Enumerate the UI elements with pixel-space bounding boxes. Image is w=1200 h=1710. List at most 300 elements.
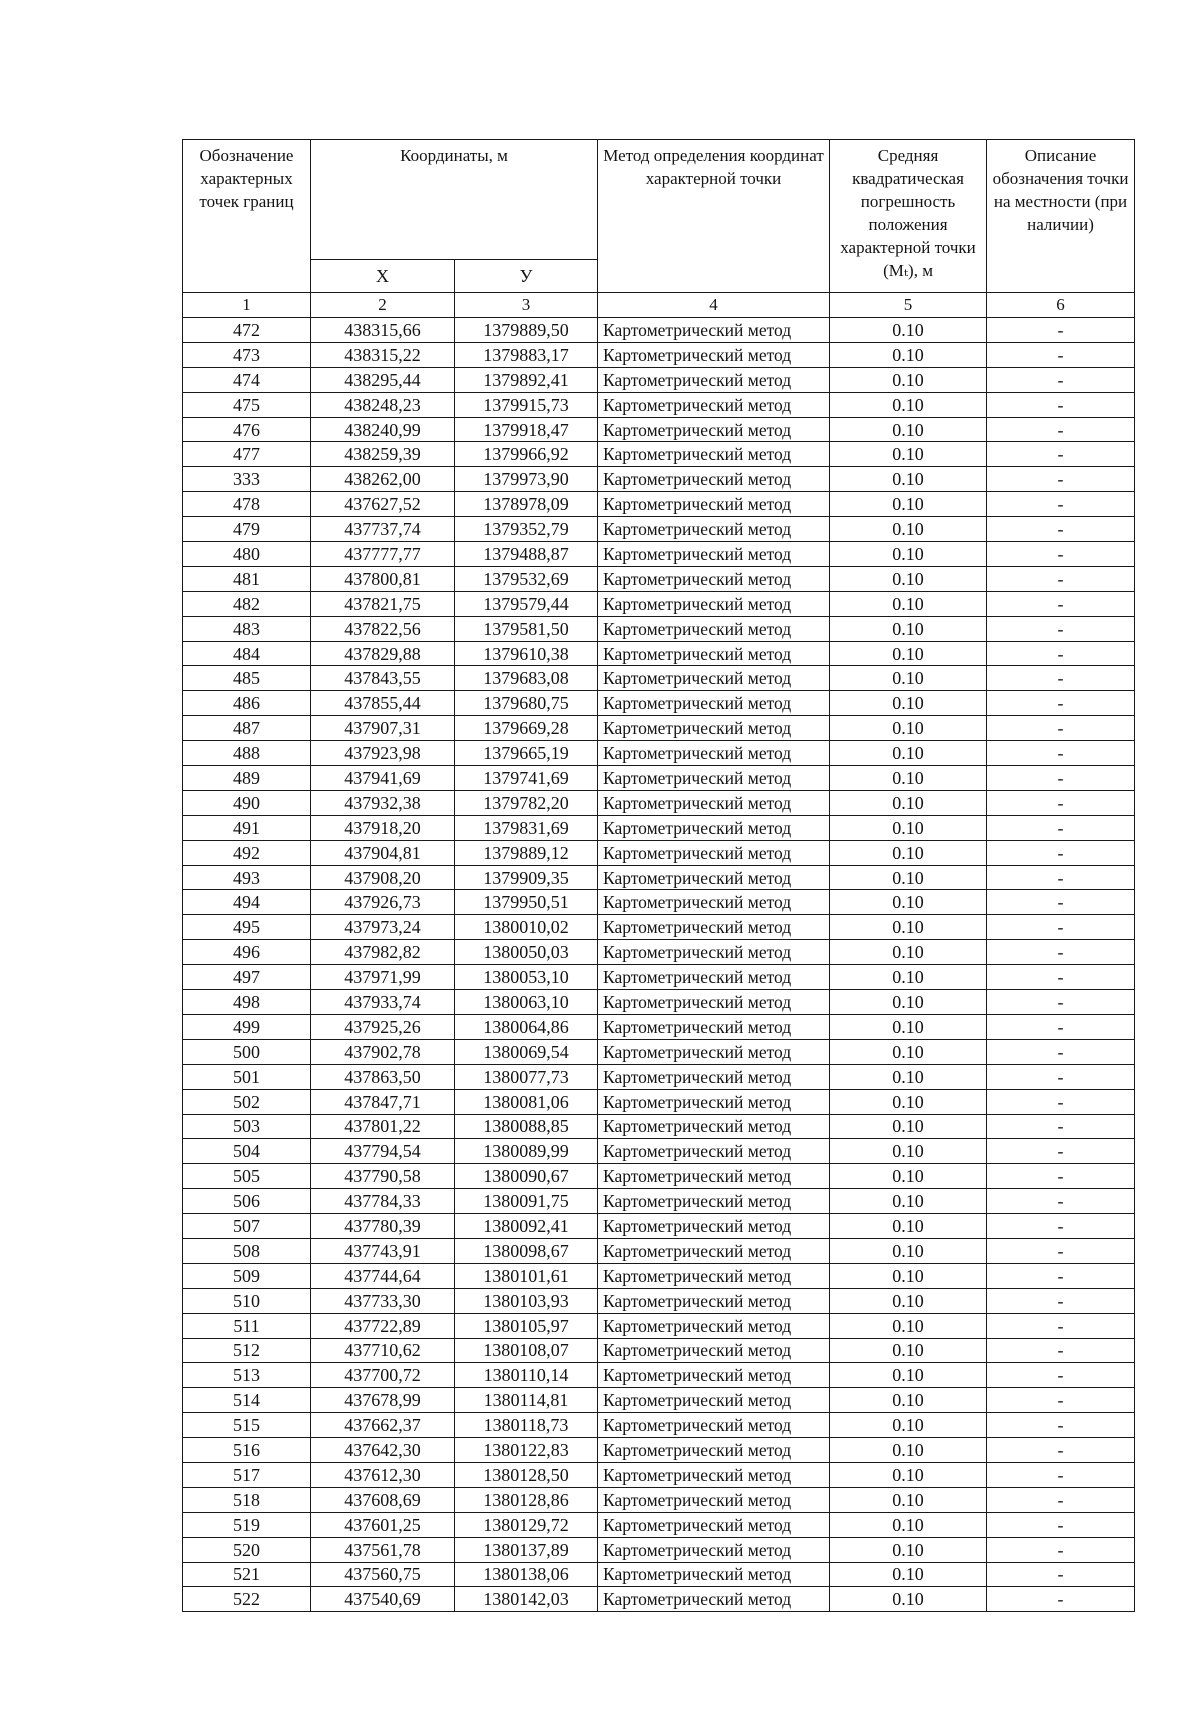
x-coordinate-cell: 437700,72 — [311, 1363, 455, 1388]
mean-square-error-cell: 0.10 — [830, 342, 987, 367]
method-cell: Картометрический метод — [598, 591, 830, 616]
point-number-cell: 498 — [183, 990, 311, 1015]
table-row — [183, 965, 1135, 990]
y-coordinate-cell: 1379665,19 — [455, 741, 598, 766]
y-coordinate-cell: 1379892,41 — [455, 367, 598, 392]
x-coordinate-cell: 438295,44 — [311, 367, 455, 392]
y-coordinate-cell: 1379883,17 — [455, 342, 598, 367]
table-row — [183, 716, 1135, 741]
method-cell: Картометрический метод — [598, 1238, 830, 1263]
y-coordinate-cell: 1380142,03 — [455, 1587, 598, 1612]
method-cell: Картометрический метод — [598, 1537, 830, 1562]
method-cell: Картометрический метод — [598, 790, 830, 815]
column-numbers-row — [183, 293, 1135, 318]
description-cell: - — [987, 990, 1135, 1015]
point-number-cell: 489 — [183, 766, 311, 791]
table-row — [183, 990, 1135, 1015]
method-cell: Картометрический метод — [598, 442, 830, 467]
y-coordinate-cell: 1380128,86 — [455, 1487, 598, 1512]
method-cell: Картометрический метод — [598, 641, 830, 666]
y-coordinate-cell: 1380089,99 — [455, 1139, 598, 1164]
x-coordinate-cell: 438315,66 — [311, 318, 455, 343]
y-coordinate-cell: 1379831,69 — [455, 815, 598, 840]
description-cell: - — [987, 915, 1135, 940]
point-number-cell: 496 — [183, 940, 311, 965]
y-coordinate-cell: 1380090,67 — [455, 1164, 598, 1189]
x-coordinate-cell: 437941,69 — [311, 766, 455, 791]
method-cell: Картометрический метод — [598, 517, 830, 542]
method-cell: Картометрический метод — [598, 1164, 830, 1189]
point-number-cell: 510 — [183, 1288, 311, 1313]
mean-square-error-cell: 0.10 — [830, 1014, 987, 1039]
mean-square-error-cell: 0.10 — [830, 566, 987, 591]
description-cell: - — [987, 1587, 1135, 1612]
table-row — [183, 1363, 1135, 1388]
mean-square-error-cell: 0.10 — [830, 1064, 987, 1089]
mean-square-error-cell: 0.10 — [830, 915, 987, 940]
description-cell: - — [987, 1562, 1135, 1587]
description-cell: - — [987, 566, 1135, 591]
description-cell: - — [987, 1064, 1135, 1089]
method-cell: Картометрический метод — [598, 1064, 830, 1089]
point-number-cell: 502 — [183, 1089, 311, 1114]
mean-square-error-cell: 0.10 — [830, 1114, 987, 1139]
description-cell: - — [987, 716, 1135, 741]
method-cell: Картометрический метод — [598, 1438, 830, 1463]
y-coordinate-cell: 1379352,79 — [455, 517, 598, 542]
x-coordinate-cell: 437908,20 — [311, 865, 455, 890]
mean-square-error-cell: 0.10 — [830, 965, 987, 990]
column-number: 5 — [830, 293, 987, 318]
point-number-cell: 492 — [183, 840, 311, 865]
table-row — [183, 1288, 1135, 1313]
mean-square-error-cell: 0.10 — [830, 1462, 987, 1487]
point-number-cell: 477 — [183, 442, 311, 467]
method-cell: Картометрический метод — [598, 741, 830, 766]
x-coordinate-cell: 437627,52 — [311, 492, 455, 517]
method-cell: Картометрический метод — [598, 691, 830, 716]
description-cell: - — [987, 666, 1135, 691]
point-number-cell: 491 — [183, 815, 311, 840]
mean-square-error-cell: 0.10 — [830, 1438, 987, 1463]
y-coordinate-cell: 1380118,73 — [455, 1413, 598, 1438]
header-point-designation: Обозначение характерных точек границ — [183, 140, 311, 293]
method-cell: Картометрический метод — [598, 990, 830, 1015]
column-number: 3 — [455, 293, 598, 318]
table-row — [183, 1313, 1135, 1338]
point-number-cell: 494 — [183, 890, 311, 915]
x-coordinate-cell: 437925,26 — [311, 1014, 455, 1039]
x-coordinate-cell: 437847,71 — [311, 1089, 455, 1114]
x-coordinate-cell: 437561,78 — [311, 1537, 455, 1562]
x-coordinate-cell: 438262,00 — [311, 467, 455, 492]
method-cell: Картометрический метод — [598, 666, 830, 691]
description-cell: - — [987, 318, 1135, 343]
x-coordinate-cell: 437662,37 — [311, 1413, 455, 1438]
mean-square-error-cell: 0.10 — [830, 318, 987, 343]
method-cell: Картометрический метод — [598, 1288, 830, 1313]
mean-square-error-cell: 0.10 — [830, 1238, 987, 1263]
point-number-cell: 508 — [183, 1238, 311, 1263]
mean-square-error-cell: 0.10 — [830, 790, 987, 815]
table-row — [183, 741, 1135, 766]
table-row — [183, 1462, 1135, 1487]
point-number-cell: 486 — [183, 691, 311, 716]
header-description: Описание обозначения точки на местности (при наличии) — [987, 140, 1135, 293]
mean-square-error-cell: 0.10 — [830, 542, 987, 567]
y-coordinate-cell: 1380010,02 — [455, 915, 598, 940]
x-coordinate-cell: 437780,39 — [311, 1214, 455, 1239]
mean-square-error-cell: 0.10 — [830, 890, 987, 915]
description-cell: - — [987, 1139, 1135, 1164]
y-coordinate-cell: 1379581,50 — [455, 616, 598, 641]
table-row — [183, 442, 1135, 467]
point-number-cell: 515 — [183, 1413, 311, 1438]
coordinates-table — [182, 139, 1135, 1612]
method-cell: Картометрический метод — [598, 915, 830, 940]
method-cell: Картометрический метод — [598, 1214, 830, 1239]
mean-square-error-cell: 0.10 — [830, 865, 987, 890]
table-row — [183, 865, 1135, 890]
x-coordinate-cell: 437923,98 — [311, 741, 455, 766]
mean-square-error-cell: 0.10 — [830, 492, 987, 517]
point-number-cell: 509 — [183, 1263, 311, 1288]
mean-square-error-cell: 0.10 — [830, 1512, 987, 1537]
method-cell: Картометрический метод — [598, 1189, 830, 1214]
description-cell: - — [987, 641, 1135, 666]
description-cell: - — [987, 790, 1135, 815]
x-coordinate-cell: 437737,74 — [311, 517, 455, 542]
point-number-cell: 495 — [183, 915, 311, 940]
description-cell: - — [987, 1089, 1135, 1114]
x-coordinate-cell: 437801,22 — [311, 1114, 455, 1139]
x-coordinate-cell: 437843,55 — [311, 666, 455, 691]
method-cell: Картометрический метод — [598, 1413, 830, 1438]
y-coordinate-cell: 1380137,89 — [455, 1537, 598, 1562]
mean-square-error-cell: 0.10 — [830, 1139, 987, 1164]
y-coordinate-cell: 1379950,51 — [455, 890, 598, 915]
x-coordinate-cell: 437608,69 — [311, 1487, 455, 1512]
header-coordinates: Координаты, м — [311, 140, 598, 260]
method-cell: Картометрический метод — [598, 467, 830, 492]
description-cell: - — [987, 1189, 1135, 1214]
table-row — [183, 766, 1135, 791]
coordinates-sheet — [182, 139, 1134, 1612]
table-row — [183, 1214, 1135, 1239]
x-coordinate-cell: 437784,33 — [311, 1189, 455, 1214]
description-cell: - — [987, 1288, 1135, 1313]
table-row — [183, 566, 1135, 591]
method-cell: Картометрический метод — [598, 1462, 830, 1487]
y-coordinate-cell: 1380064,86 — [455, 1014, 598, 1039]
description-cell: - — [987, 467, 1135, 492]
y-coordinate-cell: 1380110,14 — [455, 1363, 598, 1388]
mean-square-error-cell: 0.10 — [830, 1537, 987, 1562]
y-coordinate-cell: 1380092,41 — [455, 1214, 598, 1239]
table-row — [183, 1487, 1135, 1512]
x-coordinate-cell: 437821,75 — [311, 591, 455, 616]
header-method: Метод определения координат характерной точки — [598, 140, 830, 293]
description-cell: - — [987, 1039, 1135, 1064]
mean-square-error-cell: 0.10 — [830, 641, 987, 666]
point-number-cell: 504 — [183, 1139, 311, 1164]
method-cell: Картометрический метод — [598, 417, 830, 442]
y-coordinate-cell: 1379532,69 — [455, 566, 598, 591]
column-number: 6 — [987, 293, 1135, 318]
method-cell: Картометрический метод — [598, 815, 830, 840]
description-cell: - — [987, 492, 1135, 517]
x-coordinate-cell: 437971,99 — [311, 965, 455, 990]
header-mean-square-error: Средняя квадратическая погрешность положения характерной точки (Mₜ), м — [830, 140, 987, 293]
table-row — [183, 1562, 1135, 1587]
description-cell: - — [987, 1413, 1135, 1438]
column-number: 4 — [598, 293, 830, 318]
mean-square-error-cell: 0.10 — [830, 1388, 987, 1413]
method-cell: Картометрический метод — [598, 940, 830, 965]
table-row — [183, 666, 1135, 691]
table-row — [183, 367, 1135, 392]
mean-square-error-cell: 0.10 — [830, 1338, 987, 1363]
point-number-cell: 506 — [183, 1189, 311, 1214]
x-coordinate-cell: 437794,54 — [311, 1139, 455, 1164]
mean-square-error-cell: 0.10 — [830, 392, 987, 417]
y-coordinate-cell: 1380138,06 — [455, 1562, 598, 1587]
description-cell: - — [987, 965, 1135, 990]
method-cell: Картометрический метод — [598, 1587, 830, 1612]
x-coordinate-cell: 437855,44 — [311, 691, 455, 716]
description-cell: - — [987, 392, 1135, 417]
method-cell: Картометрический метод — [598, 1363, 830, 1388]
mean-square-error-cell: 0.10 — [830, 691, 987, 716]
x-coordinate-cell: 438248,23 — [311, 392, 455, 417]
description-cell: - — [987, 1388, 1135, 1413]
method-cell: Картометрический метод — [598, 716, 830, 741]
point-number-cell: 480 — [183, 542, 311, 567]
y-coordinate-cell: 1379680,75 — [455, 691, 598, 716]
mean-square-error-cell: 0.10 — [830, 591, 987, 616]
mean-square-error-cell: 0.10 — [830, 815, 987, 840]
x-coordinate-cell: 438259,39 — [311, 442, 455, 467]
x-coordinate-cell: 437612,30 — [311, 1462, 455, 1487]
description-cell: - — [987, 890, 1135, 915]
point-number-cell: 518 — [183, 1487, 311, 1512]
description-cell: - — [987, 1462, 1135, 1487]
table-row — [183, 1114, 1135, 1139]
method-cell: Картометрический метод — [598, 1338, 830, 1363]
y-coordinate-cell: 1380091,75 — [455, 1189, 598, 1214]
table-row — [183, 1263, 1135, 1288]
mean-square-error-cell: 0.10 — [830, 940, 987, 965]
point-number-cell: 487 — [183, 716, 311, 741]
description-cell: - — [987, 766, 1135, 791]
y-coordinate-cell: 1380050,03 — [455, 940, 598, 965]
method-cell: Картометрический метод — [598, 392, 830, 417]
y-coordinate-cell: 1379579,44 — [455, 591, 598, 616]
method-cell: Картометрический метод — [598, 1114, 830, 1139]
point-number-cell: 519 — [183, 1512, 311, 1537]
point-number-cell: 490 — [183, 790, 311, 815]
method-cell: Картометрический метод — [598, 1139, 830, 1164]
x-coordinate-cell: 437926,73 — [311, 890, 455, 915]
x-coordinate-cell: 437733,30 — [311, 1288, 455, 1313]
mean-square-error-cell: 0.10 — [830, 1189, 987, 1214]
description-cell: - — [987, 342, 1135, 367]
y-coordinate-cell: 1379909,35 — [455, 865, 598, 890]
mean-square-error-cell: 0.10 — [830, 417, 987, 442]
method-cell: Картометрический метод — [598, 616, 830, 641]
mean-square-error-cell: 0.10 — [830, 1164, 987, 1189]
method-cell: Картометрический метод — [598, 1487, 830, 1512]
x-coordinate-cell: 437642,30 — [311, 1438, 455, 1463]
y-coordinate-cell: 1379683,08 — [455, 666, 598, 691]
method-cell: Картометрический метод — [598, 566, 830, 591]
y-coordinate-cell: 1379610,38 — [455, 641, 598, 666]
mean-square-error-cell: 0.10 — [830, 1313, 987, 1338]
point-number-cell: 521 — [183, 1562, 311, 1587]
description-cell: - — [987, 1512, 1135, 1537]
method-cell: Картометрический метод — [598, 1512, 830, 1537]
y-coordinate-cell: 1380129,72 — [455, 1512, 598, 1537]
x-coordinate-cell: 437800,81 — [311, 566, 455, 591]
method-cell: Картометрический метод — [598, 1014, 830, 1039]
mean-square-error-cell: 0.10 — [830, 1562, 987, 1587]
x-coordinate-cell: 438240,99 — [311, 417, 455, 442]
point-number-cell: 493 — [183, 865, 311, 890]
table-row — [183, 492, 1135, 517]
description-cell: - — [987, 940, 1135, 965]
table-row — [183, 1413, 1135, 1438]
point-number-cell: 511 — [183, 1313, 311, 1338]
point-number-cell: 507 — [183, 1214, 311, 1239]
table-row — [183, 392, 1135, 417]
description-cell: - — [987, 741, 1135, 766]
mean-square-error-cell: 0.10 — [830, 1587, 987, 1612]
point-number-cell: 505 — [183, 1164, 311, 1189]
y-coordinate-cell: 1380128,50 — [455, 1462, 598, 1487]
mean-square-error-cell: 0.10 — [830, 1263, 987, 1288]
table-row — [183, 691, 1135, 716]
y-coordinate-cell: 1380077,73 — [455, 1064, 598, 1089]
x-coordinate-cell: 437902,78 — [311, 1039, 455, 1064]
x-coordinate-cell: 437601,25 — [311, 1512, 455, 1537]
table-row — [183, 1039, 1135, 1064]
y-coordinate-cell: 1380053,10 — [455, 965, 598, 990]
x-coordinate-cell: 437744,64 — [311, 1263, 455, 1288]
point-number-cell: 497 — [183, 965, 311, 990]
mean-square-error-cell: 0.10 — [830, 1214, 987, 1239]
point-number-cell: 474 — [183, 367, 311, 392]
y-coordinate-cell: 1379889,12 — [455, 840, 598, 865]
table-row — [183, 1388, 1135, 1413]
method-cell: Картометрический метод — [598, 1039, 830, 1064]
description-cell: - — [987, 1313, 1135, 1338]
method-cell: Картометрический метод — [598, 840, 830, 865]
x-coordinate-cell: 437932,38 — [311, 790, 455, 815]
x-coordinate-cell: 437710,62 — [311, 1338, 455, 1363]
header-x: X — [311, 260, 455, 293]
description-cell: - — [987, 616, 1135, 641]
table-row — [183, 1438, 1135, 1463]
table-row — [183, 790, 1135, 815]
table-row — [183, 591, 1135, 616]
point-number-cell: 514 — [183, 1388, 311, 1413]
y-coordinate-cell: 1380063,10 — [455, 990, 598, 1015]
point-number-cell: 333 — [183, 467, 311, 492]
point-number-cell: 513 — [183, 1363, 311, 1388]
point-number-cell: 481 — [183, 566, 311, 591]
mean-square-error-cell: 0.10 — [830, 1487, 987, 1512]
description-cell: - — [987, 1263, 1135, 1288]
y-coordinate-cell: 1379741,69 — [455, 766, 598, 791]
point-number-cell: 485 — [183, 666, 311, 691]
x-coordinate-cell: 437722,89 — [311, 1313, 455, 1338]
x-coordinate-cell: 437743,91 — [311, 1238, 455, 1263]
mean-square-error-cell: 0.10 — [830, 442, 987, 467]
method-cell: Картометрический метод — [598, 1562, 830, 1587]
description-cell: - — [987, 1438, 1135, 1463]
point-number-cell: 512 — [183, 1338, 311, 1363]
y-coordinate-cell: 1380105,97 — [455, 1313, 598, 1338]
point-number-cell: 501 — [183, 1064, 311, 1089]
point-number-cell: 482 — [183, 591, 311, 616]
point-number-cell: 478 — [183, 492, 311, 517]
y-coordinate-cell: 1380122,83 — [455, 1438, 598, 1463]
y-coordinate-cell: 1379918,47 — [455, 417, 598, 442]
table-row — [183, 318, 1135, 343]
method-cell: Картометрический метод — [598, 766, 830, 791]
y-coordinate-cell: 1379973,90 — [455, 467, 598, 492]
point-number-cell: 503 — [183, 1114, 311, 1139]
point-number-cell: 484 — [183, 641, 311, 666]
point-number-cell: 479 — [183, 517, 311, 542]
table-row — [183, 1139, 1135, 1164]
description-cell: - — [987, 840, 1135, 865]
description-cell: - — [987, 815, 1135, 840]
mean-square-error-cell: 0.10 — [830, 666, 987, 691]
table-row — [183, 890, 1135, 915]
description-cell: - — [987, 442, 1135, 467]
y-coordinate-cell: 1380114,81 — [455, 1388, 598, 1413]
table-row — [183, 1064, 1135, 1089]
y-coordinate-cell: 1379782,20 — [455, 790, 598, 815]
mean-square-error-cell: 0.10 — [830, 1288, 987, 1313]
method-cell: Картометрический метод — [598, 1089, 830, 1114]
description-cell: - — [987, 417, 1135, 442]
table-row — [183, 1512, 1135, 1537]
method-cell: Картометрический метод — [598, 965, 830, 990]
method-cell: Картометрический метод — [598, 1263, 830, 1288]
y-coordinate-cell: 1380103,93 — [455, 1288, 598, 1313]
table-row — [183, 1014, 1135, 1039]
description-cell: - — [987, 591, 1135, 616]
y-coordinate-cell: 1380098,67 — [455, 1238, 598, 1263]
table-row — [183, 342, 1135, 367]
description-cell: - — [987, 1164, 1135, 1189]
mean-square-error-cell: 0.10 — [830, 716, 987, 741]
point-number-cell: 483 — [183, 616, 311, 641]
y-coordinate-cell: 1378978,09 — [455, 492, 598, 517]
method-cell: Картометрический метод — [598, 1388, 830, 1413]
y-coordinate-cell: 1379488,87 — [455, 542, 598, 567]
mean-square-error-cell: 0.10 — [830, 1413, 987, 1438]
x-coordinate-cell: 437863,50 — [311, 1064, 455, 1089]
y-coordinate-cell: 1379669,28 — [455, 716, 598, 741]
x-coordinate-cell: 437933,74 — [311, 990, 455, 1015]
mean-square-error-cell: 0.10 — [830, 741, 987, 766]
mean-square-error-cell: 0.10 — [830, 467, 987, 492]
table-row — [183, 840, 1135, 865]
x-coordinate-cell: 437973,24 — [311, 915, 455, 940]
